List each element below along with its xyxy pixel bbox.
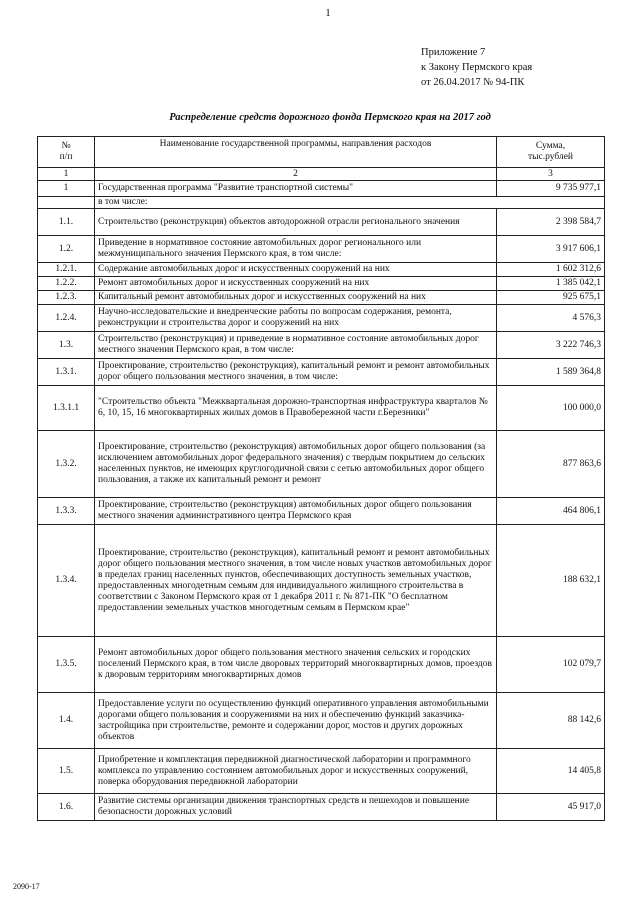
in-that-number-label: в том числе:	[95, 197, 605, 209]
row-sum: 2 398 584,7	[497, 209, 605, 236]
row-number: 1.2.4.	[38, 305, 95, 332]
row-name: Содержание автомобильных дорог и искусственных сооружений на них	[95, 263, 497, 277]
row-name: Ремонт автомобильных дорог и искусственных сооружений на них	[95, 277, 497, 291]
appendix-block	[421, 46, 532, 90]
row-number: 1.6.	[38, 794, 95, 821]
table-row	[38, 291, 605, 305]
row-sum: 14 405,8	[497, 749, 605, 794]
table-row	[38, 181, 605, 197]
table-row	[38, 386, 605, 431]
row-name: Ремонт автомобильных дорог общего пользования местного значения сельских и городских поселений Пермского края, в том числе дворовых территорий многоквартирных домов, проездов к дворовым территориям многоквартирных домов	[95, 637, 497, 693]
header-name: Наименование государственной программы, направления расходов	[95, 137, 497, 168]
row-number: 1.2.3.	[38, 291, 95, 305]
index-cell: 2	[95, 168, 497, 181]
row-sum: 9 735 977,1	[497, 181, 605, 197]
row-sum: 3 222 746,3	[497, 332, 605, 359]
row-name: Капитальный ремонт автомобильных дорог и искусственных сооружений на них	[95, 291, 497, 305]
header-number-line1: №	[61, 141, 71, 151]
index-cell: 1	[38, 168, 95, 181]
row-number: 1.3.3.	[38, 498, 95, 525]
row-name: "Строительство объекта "Межквартальная дорожно-транспортная инфраструктура кварталов № 6, 10, 15, 16 многоквартирных жилых домов в Правобережной части г.Березники"	[95, 386, 497, 431]
table-row	[38, 209, 605, 236]
row-sum: 188 632,1	[497, 525, 605, 637]
row-name: Проектирование, строительство (реконструкция) автомобильных дорог общего пользования местного значения административного центра Пермского края	[95, 498, 497, 525]
row-name: Государственная программа "Развитие транспортной системы"	[95, 181, 497, 197]
row-number: 1.2.	[38, 236, 95, 263]
row-sum: 1 602 312,6	[497, 263, 605, 277]
row-name: Научно-исследовательские и внедренческие работы по вопросам содержания, ремонта, реконструкции и строительства дорог и сооружений на них	[95, 305, 497, 332]
document-title: Распределение средств дорожного фонда Пермского края на 2017 год	[169, 112, 491, 123]
table-row	[38, 693, 605, 749]
row-number: 1.3.1.	[38, 359, 95, 386]
row-name: Предоставление услуги по осуществлению функций оперативного управления автомобильными дорогами общего пользования и сооружениями на них и обеспечению функций заказчика-застройщика при строительстве, ремонте и содержании дорог, мостов и других дорожных объектов	[95, 693, 497, 749]
row-name: Проектирование, строительство (реконструкция), капитальный ремонт и ремонт автомобильных дорог общего пользования местного значения, в том числе новых участков автомобильных дорог в пределах границ населенных пунктов, обеспечивающих доступность земельных участков, предоставленных многодетным семьям для индивидуального жилищного строительства в соответствии с Законом Пермского края от 1 декабря 2011 г. № 871-ПК "О бесплатном предоставлении земельных участков многодетным семьям в Пермском крае"	[95, 525, 497, 637]
row-sum: 464 806,1	[497, 498, 605, 525]
row-name: Проектирование, строительство (реконструкция) автомобильных дорог общего пользования (за исключением автомобильных дорог федерального значения) с твердым покрытием до сельских населенных пунктов, не имеющих круглогодичной связи с сетью автомобильных дорог общего пользования, а также их капитальный ремонт и ремонт	[95, 431, 497, 498]
row-number: 1	[38, 181, 95, 197]
page-number: 1	[325, 7, 331, 19]
header-number	[38, 137, 95, 168]
row-number: 1.3.2.	[38, 431, 95, 498]
table-header-row	[38, 137, 605, 168]
table-row	[38, 277, 605, 291]
table-row	[38, 794, 605, 821]
row-sum: 877 863,6	[497, 431, 605, 498]
row-number: 1.4.	[38, 693, 95, 749]
table-row	[38, 359, 605, 386]
table-row	[38, 263, 605, 277]
row-number: 1.3.	[38, 332, 95, 359]
header-sum	[497, 137, 605, 168]
table-row	[38, 525, 605, 637]
row-number: 1.3.1.1	[38, 386, 95, 431]
table-row	[38, 431, 605, 498]
table-row	[38, 637, 605, 693]
row-number: 1.2.1.	[38, 263, 95, 277]
appendix-line-2: к Закону Пермского края	[421, 61, 533, 73]
row-name: Строительство (реконструкция) объектов автодорожной отрасли регионального значения	[95, 209, 497, 236]
row-number: 1.1.	[38, 209, 95, 236]
row-number: 1.3.5.	[38, 637, 95, 693]
table-row	[38, 498, 605, 525]
row-name: Строительство (реконструкция) и приведение в нормативное состояние автомобильных дорог местного значения Пермского края, в том числе:	[95, 332, 497, 359]
index-cell: 3	[497, 168, 605, 181]
row-sum: 100 000,0	[497, 386, 605, 431]
appendix-line-1: Приложение 7	[421, 47, 486, 58]
row-sum: 1 385 042,1	[497, 277, 605, 291]
row-sum: 1 589 364,8	[497, 359, 605, 386]
table-row	[38, 749, 605, 794]
table-index-row	[38, 168, 605, 181]
table-row	[38, 305, 605, 332]
row-sum: 45 917,0	[497, 794, 605, 821]
appendix-line-3: от 26.04.2017 № 94-ПК	[421, 76, 525, 88]
row-name: Приобретение и комплектация передвижной диагностической лаборатории и программного комплекса по управлению состоянием автомобильных дорог и искусственных сооружений, поверка оборудования передвижной лаборатории	[95, 749, 497, 794]
road-fund-table	[37, 136, 605, 821]
table-row	[38, 332, 605, 359]
in-that-number-row	[38, 197, 605, 209]
row-name: Проектирование, строительство (реконструкция), капитальный ремонт и ремонт автомобильных дорог общего пользования местного значения, в том числе:	[95, 359, 497, 386]
row-number: 1.2.2.	[38, 277, 95, 291]
header-number-line2: п/п	[59, 152, 73, 162]
row-sum: 102 079,7	[497, 637, 605, 693]
row-number: 1.3.4.	[38, 525, 95, 637]
row-sum: 925 675,1	[497, 291, 605, 305]
table-row	[38, 236, 605, 263]
row-name: Приведение в нормативное состояние автомобильных дорог регионального или межмуниципального значения Пермского края, в том числе:	[95, 236, 497, 263]
document-code: 2090-17	[13, 882, 40, 891]
row-name: Развитие системы организации движения транспортных средств и пешеходов и повышение безопасности дорожных условий	[95, 794, 497, 821]
header-sum-line2: тыс.рублей	[527, 152, 573, 162]
row-number: 1.5.	[38, 749, 95, 794]
row-sum: 4 576,3	[497, 305, 605, 332]
header-sum-line1: Сумма,	[535, 141, 566, 151]
row-sum: 88 142,6	[497, 693, 605, 749]
row-sum: 3 917 606,1	[497, 236, 605, 263]
